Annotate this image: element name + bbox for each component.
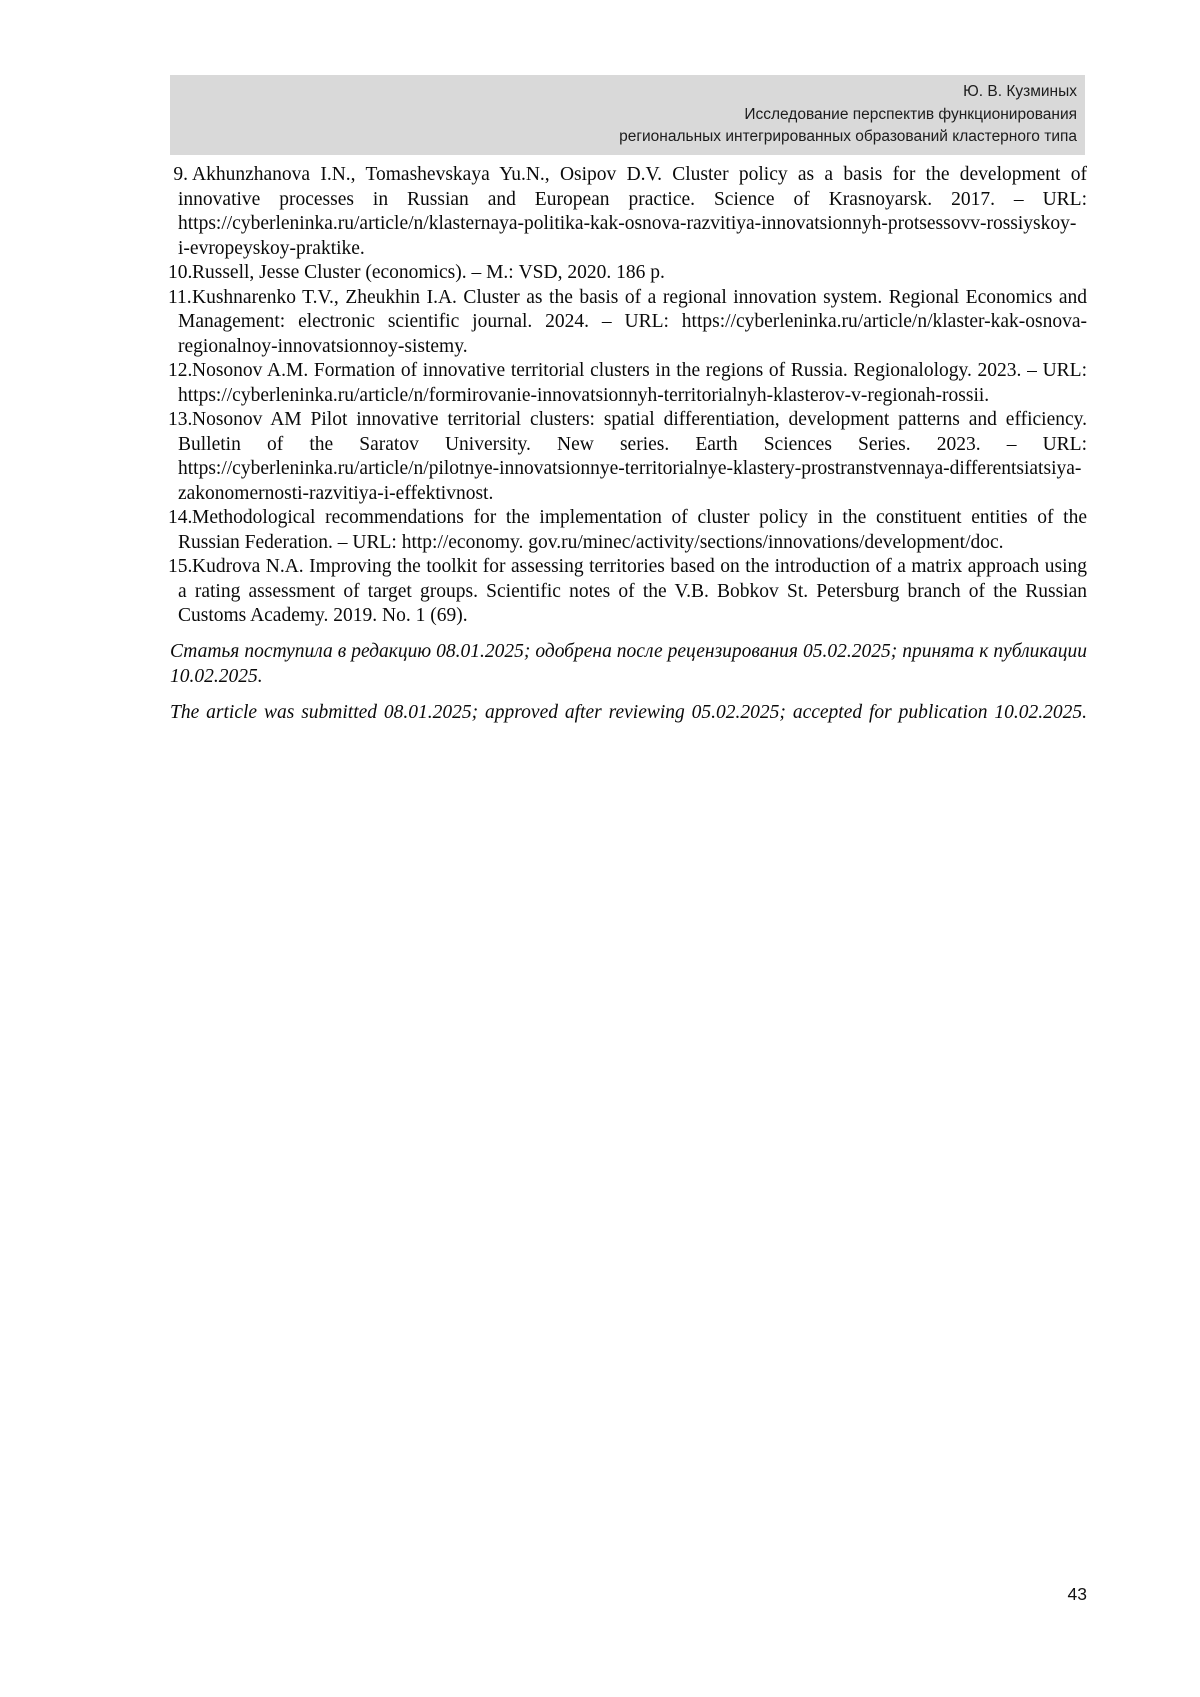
submission-note-english: The article was submitted 08.01.2025; approved after reviewing 05.02.2025; accepted for publication 10.02.2025. [170,702,1087,723]
running-head-title-line2: региональных интегрированных образований кластерного типа [619,128,1077,146]
reference-text: Nosonov AM Pilot innovative territorial clusters: spatial differentiation, development patterns and efficiency. Bulletin of the Saratov University. New series. Earth Sciences Series. 2023. – URL: https://cyberleninka.ru/article/n/pilotnye-innovatsionnye-territorialnye-klastery-prostranstvennaya-differentsiatsiya-zakonomernosti-razvitiya-i-effektivnost. [178,409,1087,504]
reference-number: 12. [168,360,193,381]
reference-item [168,408,1087,506]
reference-list [168,163,1087,629]
reference-number: 13. [168,409,193,430]
reference-number: 10. [168,262,193,283]
reference-item [168,286,1087,360]
reference-item [168,506,1087,555]
running-head [170,75,1085,155]
reference-text: Nosonov A.M. Formation of innovative territorial clusters in the regions of Russia. Regionalology. 2023. – URL: https://cyberleninka.ru/article/n/formirovanie-innovatsionnyh-territorialnyh-klasterov-v-regionah-rossii. [178,360,1087,406]
reference-text: Russell, Jesse Cluster (economics). – М.: VSD, 2020. 186 p. [192,262,665,283]
reference-text: Kudrova N.A. Improving the toolkit for assessing territories based on the introduction of a matrix approach using a rating assessment of target groups. Scientific notes of the V.B. Bobkov St. Petersburg branch of the Russian Customs Academy. 2019. No. 1 (69). [178,556,1087,626]
running-head-title-line1: Исследование перспектив функционирования [744,105,1077,123]
reference-number: 15. [168,556,193,577]
reference-item [168,555,1087,629]
reference-item [168,261,1087,286]
reference-item [168,359,1087,408]
reference-number: 14. [168,507,193,528]
reference-text: Akhunzhanova I.N., Tomashevskaya Yu.N., Osipov D.V. Cluster policy as a basis for the development of innovative processes in Russian and European practice. Science of Krasnoyarsk. 2017. – URL: https://cyberleninka.ru/article/n/klasternaya-politika-kak-osnova-razvitiya-innovatsionnyh-protsessovv-rossiyskoy-i-evropeyskoy-praktike. [178,164,1087,259]
reference-text: Methodological recommendations for the implementation of cluster policy in the constituent entities of the Russian Federation. – URL: http://economy. gov.ru/minec/activity/sections/innovations/development/doc. [178,507,1087,553]
submission-note-russian: Статья поступила в редакцию 08.01.2025; одобрена после рецензирования 05.02.2025; принята к публикации 10.02.2025. [170,641,1087,687]
submission-notes [170,628,1087,726]
reference-number: 9. [173,164,188,185]
running-head-author: Ю. В. Кузминых [963,83,1077,101]
reference-number: 11. [168,286,192,308]
reference-item [168,163,1087,261]
reference-text: Kushnarenko T.V., Zheukhin I.A. Cluster as the basis of a regional innovation system. Regional Economics and Management: electronic scientific journal. 2024. – URL: https://cyberleninka.ru/article/n/klaster-kak-osnova-regionalnoy-innovatsionnoy-sistemy. [178,286,1087,357]
page-number: 43 [1067,1584,1087,1604]
